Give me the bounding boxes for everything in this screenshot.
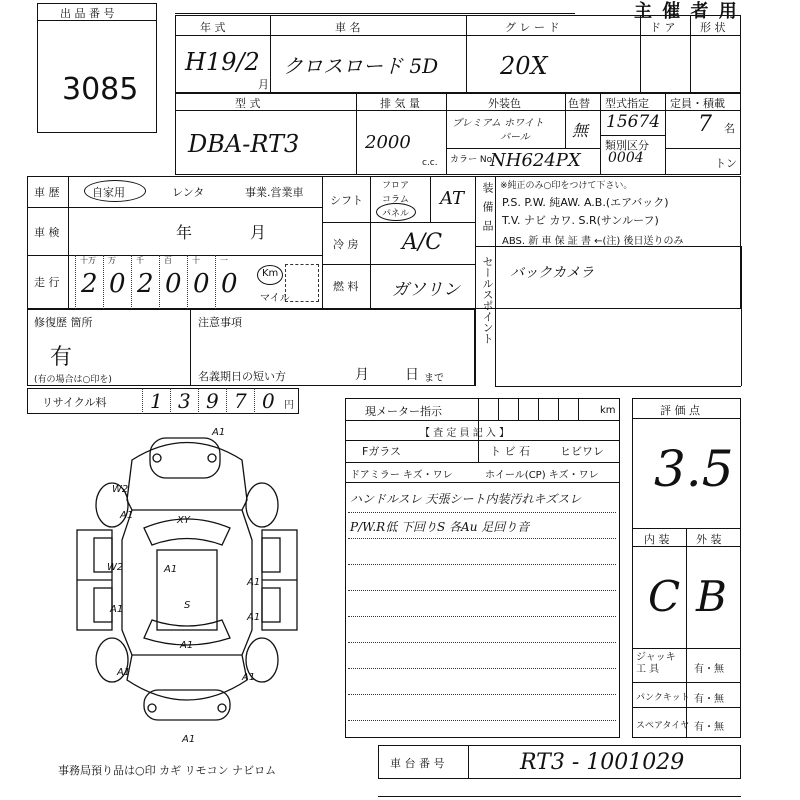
jack-label: ジャッキ 工 具: [636, 652, 676, 675]
meter-cell-divider: [518, 398, 519, 420]
repair-label: 修復歴 箇所: [34, 316, 93, 329]
mark-left-upper: A1: [120, 510, 134, 521]
colorcode-value: NH624PX: [490, 150, 581, 171]
disp-unit: c.c.: [422, 158, 438, 168]
shift-value: AT: [440, 188, 465, 209]
equip-row-1: P.S. P.W. 純AW. A.B.(エアバック): [502, 196, 669, 209]
mileage-digit: 0: [109, 269, 126, 299]
lot-box: [37, 3, 157, 133]
mileage-digit-label: 万: [108, 256, 116, 265]
mark-right-rear: A1: [247, 612, 261, 623]
inspect-label: 車 検: [34, 226, 60, 239]
mark-left-rear: A1: [110, 604, 124, 615]
mark-trunk: A1: [180, 640, 194, 651]
inspector-ruled-line: [348, 590, 616, 591]
score-value: 3.5: [654, 440, 734, 498]
inspector-ruled-line: [348, 668, 616, 669]
inspect-year: 年: [176, 223, 193, 242]
km-unit: Km: [262, 268, 279, 279]
color-no-label: 色替: [568, 97, 590, 110]
interior-label: 内 装: [644, 533, 670, 546]
inspector-ruled-line: [348, 642, 616, 643]
disp-value: 2000: [365, 132, 411, 153]
mileage-digit-label: 一: [220, 256, 228, 265]
panel-circle-mark: [376, 203, 416, 221]
equip-note: ※純正のみ○印をつけて下さい。: [500, 181, 633, 191]
type-value: DBA-RT3: [188, 130, 300, 158]
sales-label: セールスポイント: [481, 256, 494, 344]
inspector-line-1: ハンドルスレ 天張シート内装汚れキズスレ: [350, 492, 582, 506]
mileage-digit-cell: [215, 255, 244, 309]
mileage-digit-cell: [131, 255, 160, 309]
color-no-value: 無: [572, 121, 589, 140]
meter-cell-divider: [538, 398, 539, 420]
mileage-digit: 0: [165, 269, 182, 299]
mark-roof: S: [184, 600, 191, 611]
mark-rear: A1: [182, 734, 196, 745]
puncture-opt: 有・無: [694, 694, 724, 705]
recycle-digit: 1: [150, 389, 163, 413]
recycle-digit: 0: [262, 389, 275, 413]
recycle-unit: 円: [284, 400, 294, 411]
mileage-digit-cell: [159, 255, 188, 309]
expiry-until: まで: [424, 373, 444, 384]
recycle-digit-cell: [198, 388, 227, 414]
lot-number: 3085: [62, 72, 139, 107]
wheel-label: ホイール(CP) キズ・ワレ: [485, 470, 599, 481]
mark-w2-side: W2: [107, 562, 124, 573]
jack-opt: 有・無: [694, 664, 724, 675]
header-title: 主 催 者 用: [634, 1, 739, 22]
recycle-digit-cell: [226, 388, 255, 414]
equip-row-3: ABS. 新 車 保 証 書 ←(注) 後日送りのみ: [502, 236, 684, 247]
inspector-ruled-line: [348, 512, 616, 513]
exterior-value: B: [696, 572, 727, 621]
expiry-label: 名義期日の短い方: [198, 370, 286, 383]
mileage-digit-cell: [187, 255, 216, 309]
mileage-digit: 2: [81, 269, 98, 299]
mile-unit: マイル: [260, 293, 290, 304]
repair-value: 有: [50, 345, 73, 370]
history-opt-rental: レンタ: [172, 186, 205, 199]
recycle-digit-cell: [254, 388, 283, 414]
fuel-label: 燃 料: [333, 280, 359, 293]
stone-label: ト ビ 石: [490, 445, 530, 458]
mileage-label: 走 行: [34, 276, 60, 289]
shift-label: シフト: [330, 194, 363, 207]
year-label: 年 式: [200, 21, 226, 34]
mileage-digit: 2: [137, 269, 154, 299]
circle-mark: [84, 180, 146, 202]
spec-label: 型式指定: [605, 97, 649, 110]
class-value: 0004: [608, 150, 644, 166]
cap-label: 定員・積載: [670, 97, 725, 110]
sales-value: バックカメラ: [510, 265, 594, 281]
cap-value: 7: [698, 112, 712, 137]
shift-opt-panel: パネル: [382, 209, 410, 219]
meter-cell-divider: [498, 398, 499, 420]
recycle-digit-cell: [142, 388, 171, 414]
puncture-label: パンクキット: [636, 693, 690, 703]
spec-value: 15674: [606, 112, 661, 132]
mileage-digit-label: 百: [164, 256, 172, 265]
mirror-label: ドアミラー キズ・ワレ: [350, 470, 453, 481]
ton-unit: トン: [715, 157, 737, 170]
name-value: クロスロード 5D: [283, 54, 439, 78]
colorcode-label: カラー No.: [450, 155, 495, 165]
mark-right-door: A1: [247, 577, 261, 588]
notes-label: 注意事項: [198, 316, 242, 329]
shift-opt-floor: フロア: [382, 181, 410, 191]
inspect-month: 月: [250, 223, 267, 242]
mileage-digit-cell: [103, 255, 132, 309]
inspector-title: 【 査 定 員 記 入 】: [420, 428, 510, 439]
equip-row-2: T.V. ナビ カワ. S.R(サンルーフ): [502, 214, 659, 227]
inspector-ruled-line: [348, 616, 616, 617]
equip-label: 装備品: [481, 182, 494, 239]
glass-label: Fガラス: [362, 445, 401, 458]
recycle-digit-cell: [170, 388, 199, 414]
inspector-ruled-line: [348, 694, 616, 695]
shift-opt-column: コラム: [382, 195, 409, 205]
color-value-1: プレミアム ホワイト: [452, 118, 544, 129]
mark-fl-door: A1: [164, 564, 178, 575]
mile-box: [285, 264, 319, 302]
recycle-digit: 3: [178, 389, 191, 413]
cap-unit: 名: [724, 122, 735, 135]
interior-value: C: [648, 572, 681, 621]
mileage-digit: 0: [221, 269, 238, 299]
car-diagram: [72, 420, 302, 750]
mark-hood: XY: [177, 515, 190, 526]
month-unit: 月: [258, 78, 269, 91]
inspector-ruled-line: [348, 720, 616, 721]
disp-label: 排 気 量: [380, 97, 420, 110]
name-label: 車 名: [335, 21, 361, 34]
mileage-digit-label: 十万: [80, 256, 96, 265]
ac-label: 冷 房: [333, 238, 359, 251]
recycle-digit: 9: [206, 389, 219, 413]
lot-label: 出 品 番 号: [60, 7, 115, 20]
chassis-value: RT3 - 1001029: [520, 750, 685, 775]
header-rule: [175, 13, 575, 14]
history-label: 車 歴: [34, 186, 60, 199]
door-label: ド ア: [650, 21, 676, 34]
mark-rear-right: A1: [242, 672, 256, 683]
color-label: 外装色: [488, 97, 521, 110]
mileage-digit-label: 十: [192, 256, 200, 265]
km-circle-mark: [257, 265, 283, 285]
meter-unit: km: [600, 405, 616, 416]
meter-cell-divider: [478, 398, 479, 420]
chassis-label: 車 台 番 号: [390, 757, 445, 770]
mileage-digit-cell: [75, 255, 104, 309]
expiry-day: 日: [405, 367, 419, 383]
recycle-label: リサイクル料: [42, 396, 107, 409]
meter-label: 現メーター指示: [365, 405, 442, 418]
history-opt-private: 自家用: [92, 186, 125, 199]
year-value: H19/2: [185, 48, 260, 76]
grade-value: 20X: [500, 52, 548, 80]
inspector-ruled-line: [348, 564, 616, 565]
mileage-digit: 0: [193, 269, 210, 299]
fuel-value: ガソリン: [392, 280, 460, 300]
ac-value: A/C: [402, 230, 443, 255]
type-label: 型 式: [235, 97, 261, 110]
inspector-line-2: P/W.R低 下回りS 各Au 足回り音: [350, 520, 530, 534]
expiry-month: 月: [355, 367, 369, 383]
score-label: 評 価 点: [660, 404, 700, 417]
crack-label: ヒビワレ: [560, 445, 604, 458]
exterior-label: 外 装: [696, 533, 722, 546]
repair-hint: (有の場合は○印を): [34, 375, 112, 385]
grade-label: グ レ ー ド: [505, 21, 560, 34]
spare-opt: 有・無: [694, 722, 724, 733]
mark-w2-upper: W2: [112, 484, 129, 495]
meter-cell-divider: [578, 398, 579, 420]
spare-label: スペアタイヤ: [636, 721, 690, 731]
footer-text: 事務局預り品は○印 カギ リモコン ナビロム: [58, 764, 277, 777]
shape-label: 形 状: [700, 21, 726, 34]
class-label: 類別区分: [605, 139, 649, 152]
color-value-2: パール: [500, 132, 530, 143]
mileage-digit-label: 千: [136, 256, 144, 265]
mark-rear-left: A1: [117, 667, 131, 678]
mark-front: A1: [212, 427, 226, 438]
history-opt-business: 事業.営業車: [245, 186, 304, 199]
inspector-ruled-line: [348, 538, 616, 539]
recycle-digit: 7: [234, 389, 247, 413]
meter-cell-divider: [558, 398, 559, 420]
